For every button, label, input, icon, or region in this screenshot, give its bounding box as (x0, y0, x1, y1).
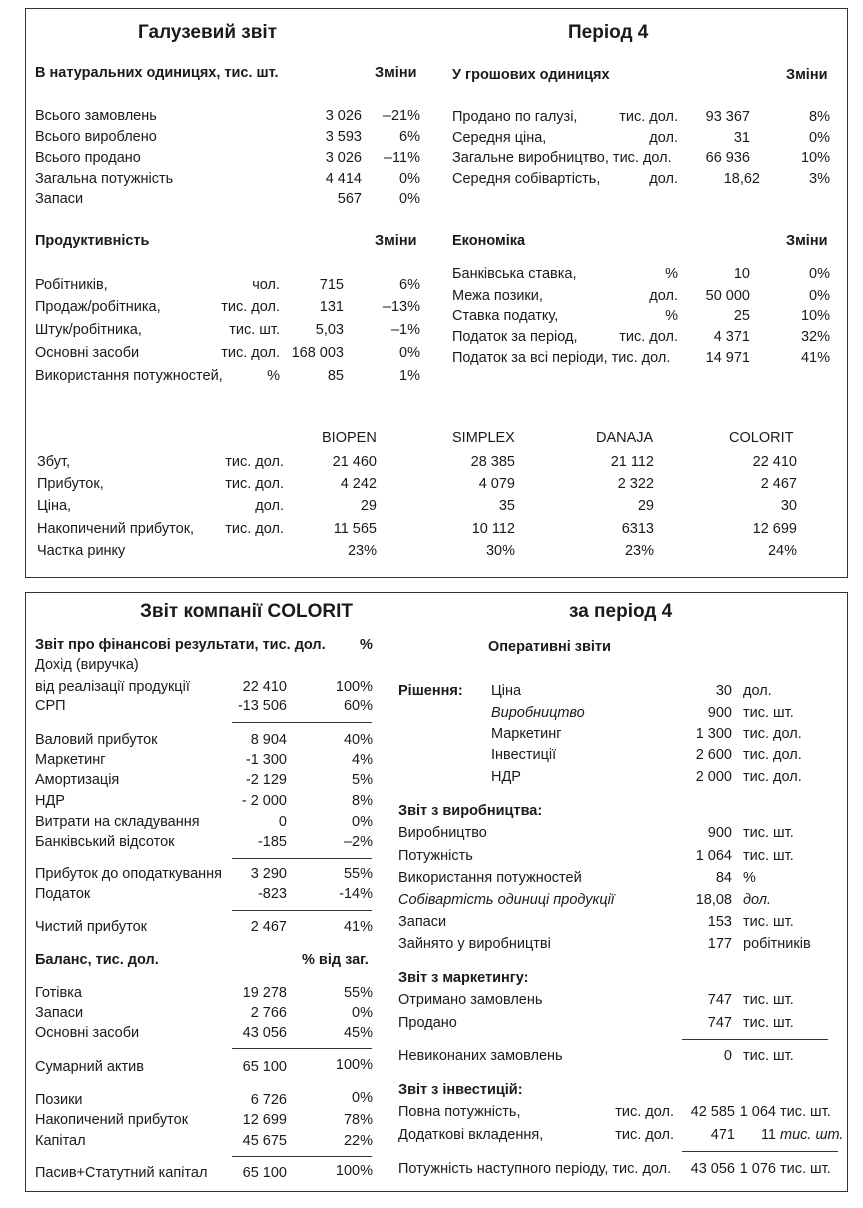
balance-row-value: 45 675 (242, 1133, 287, 1149)
company-cell: 28 385 (470, 454, 515, 470)
investment-capacity-unit: тис. шт. (780, 1127, 844, 1143)
natural-row-value: 3 593 (325, 129, 362, 145)
productivity-row-value: 715 (319, 277, 344, 293)
production-unit: тис. шт. (743, 848, 794, 864)
company-header: COLORIT (729, 430, 794, 446)
fin-row-label: Податок (35, 886, 91, 902)
economy-row-value: 10 (733, 266, 750, 282)
economy-row-label: Банківська ставка, (452, 266, 577, 282)
money-row-label: Продано по галузі, (452, 109, 578, 125)
company-row-label: Частка ринку (37, 543, 126, 559)
money-row-change: 10% (800, 150, 830, 166)
fin-row-pct: -14% (339, 886, 373, 902)
total-assets-label: Сумарний актив (35, 1059, 144, 1075)
natural-row-change: –21% (382, 108, 420, 124)
balance-row-pct: 55% (343, 985, 373, 1001)
company-cell: 4 242 (340, 476, 377, 492)
company-report-title: Звіт компанії COLORIT (140, 601, 354, 622)
fin-row-label: Витрати на складування (35, 814, 200, 830)
natural-row-value: 3 026 (325, 150, 362, 166)
fin-row-pct: 4% (352, 752, 373, 768)
company-cell: 21 460 (332, 454, 377, 470)
productivity-row-label: Робітників, (35, 277, 108, 293)
economy-row-label: Податок за період, (452, 329, 578, 345)
net-profit-pct: 41% (343, 919, 373, 935)
company-cell: 29 (637, 498, 654, 514)
marketing-unit: тис. шт. (743, 992, 794, 1008)
company-cell: 4 079 (478, 476, 515, 492)
balance-row-value: 19 278 (242, 985, 287, 1001)
company-cell: 30% (485, 543, 515, 559)
productivity-row-change: 6% (399, 277, 420, 293)
company-row-label: Прибуток, (37, 476, 104, 492)
fin-row-pct: 55% (343, 866, 373, 882)
balance-row-pct: 22% (343, 1133, 373, 1149)
balance-heading: Баланс, тис. дол. (35, 952, 159, 968)
company-row-label: Збут, (37, 454, 71, 470)
total-liabilities-value: 65 100 (242, 1165, 287, 1181)
company-cell: 30 (780, 498, 797, 514)
productivity-row-value: 85 (327, 368, 344, 384)
productivity-row-unit: чол. (252, 277, 280, 293)
balance-row-value: 12 699 (242, 1112, 287, 1128)
production-label: Потужність (398, 848, 473, 864)
unfilled-orders-value: 0 (723, 1048, 732, 1064)
company-cell: 10 112 (471, 521, 515, 537)
productivity-row-unit: % (267, 368, 280, 384)
operational-reports-heading: Оперативні звіти (488, 639, 611, 655)
money-row-value: 18,62 (723, 171, 760, 187)
investment-value: 471 (710, 1127, 735, 1143)
money-row-value: 93 367 (705, 109, 750, 125)
economy-row-unit: % (665, 266, 678, 282)
production-unit: робітників (743, 936, 811, 952)
productivity-row-value: 168 003 (291, 345, 344, 361)
investment-value: 42 585 (690, 1104, 735, 1120)
fin-row-pct: 100% (335, 679, 373, 695)
period-title: Період 4 (568, 22, 649, 43)
balance-row-label: Основні засоби (35, 1025, 140, 1041)
investment-unit: тис. дол. (615, 1104, 674, 1120)
next-period-capacity-units: 1 076 (739, 1161, 776, 1177)
decision-unit: тис. дол. (743, 747, 802, 763)
company-cell: 23% (624, 543, 654, 559)
production-value: 900 (707, 825, 732, 841)
company-cell: 2 467 (760, 476, 797, 492)
decision-value: 1 300 (695, 726, 732, 742)
balance-row-value: 2 766 (250, 1005, 287, 1021)
fin-row-label: Банківський відсоток (35, 834, 175, 850)
balance-row-label: Позики (35, 1092, 83, 1108)
balance-row-label: Запаси (35, 1005, 84, 1021)
company-row-unit: тис. дол. (225, 454, 284, 470)
company-row-unit: дол. (255, 498, 284, 514)
natural-units-heading: В натуральних одиницях, тис. шт. (35, 65, 279, 81)
balance-pct-header: % від заг. (302, 952, 369, 968)
company-header: BIOPEN (322, 430, 377, 446)
natural-row-label: Загальна потужність (35, 171, 174, 187)
production-unit: дол. (743, 892, 771, 908)
company-cell: 12 699 (752, 521, 797, 537)
financial-results-heading: Звіт про фінансові результати, тис. дол. (35, 637, 326, 653)
money-row-unit: дол. (649, 130, 678, 146)
fin-row-value: -13 506 (237, 698, 287, 714)
natural-row-change: 0% (399, 171, 420, 187)
fin-row-label: Амортизація (35, 772, 120, 788)
marketing-heading: Звіт з маркетингу: (398, 970, 529, 986)
net-profit-value: 2 467 (250, 919, 287, 935)
money-row-change: 8% (809, 109, 830, 125)
production-value: 153 (707, 914, 732, 930)
fin-row-value: -185 (257, 834, 287, 850)
productivity-row-label: Використання потужностей, (35, 368, 223, 384)
investment-label: Додаткові вкладення, (398, 1127, 544, 1143)
economy-row-change: 32% (800, 329, 830, 345)
company-cell: 6313 (621, 521, 654, 537)
unfilled-orders-label: Невиконаних замовлень (398, 1048, 563, 1064)
fin-row-label: Маркетинг (35, 752, 106, 768)
natural-row-label: Всього замовлень (35, 108, 157, 124)
company-row-label: Накопичений прибуток, (37, 521, 195, 537)
fin-row-pct: –2% (343, 834, 373, 850)
marketing-value: 747 (707, 1015, 732, 1031)
production-unit: тис. шт. (743, 825, 794, 841)
fin-row-label: Валовий прибуток (35, 732, 158, 748)
production-label: Виробництво (398, 825, 487, 841)
balance-row-value: 43 056 (242, 1025, 287, 1041)
money-row-value: 31 (733, 130, 750, 146)
company-cell: 21 112 (610, 454, 654, 470)
decision-label: Виробництво (491, 705, 585, 721)
decision-value: 2 600 (695, 747, 732, 763)
total-assets-pct: 100% (335, 1057, 373, 1073)
company-row-unit: тис. дол. (225, 521, 284, 537)
economy-row-change: 0% (809, 288, 830, 304)
economy-row-change: 41% (800, 350, 830, 366)
money-row-unit: тис. дол. (619, 109, 678, 125)
company-cell: 2 322 (617, 476, 654, 492)
divider (232, 722, 372, 723)
investment-unit: тис. дол. (615, 1127, 674, 1143)
fin-row-value: - 2 000 (241, 793, 287, 809)
economy-row-change: 0% (809, 266, 830, 282)
company-period-title: за період 4 (569, 601, 673, 622)
investment-capacity-value: 1 064 (739, 1104, 776, 1120)
company-row-unit: тис. дол. (225, 476, 284, 492)
production-value: 1 064 (695, 848, 732, 864)
decision-label: НДР (491, 769, 521, 785)
financial-pct-header: % (360, 637, 373, 653)
natural-row-value: 567 (337, 191, 362, 207)
economy-row-value: 50 000 (705, 288, 750, 304)
natural-row-value: 3 026 (325, 108, 362, 124)
company-row-label: Ціна, (37, 498, 72, 514)
balance-row-value: 6 726 (250, 1092, 287, 1108)
money-units-changes-header: Зміни (786, 67, 828, 83)
natural-row-label: Всього продано (35, 150, 141, 166)
divider (682, 1151, 838, 1152)
decision-label: Ціна (491, 683, 522, 699)
decision-value: 900 (707, 705, 732, 721)
fin-row-value: 22 410 (242, 679, 287, 695)
money-row-label: Середня собівартість, (452, 171, 601, 187)
decision-value: 30 (715, 683, 732, 699)
fin-row-label: НДР (35, 793, 65, 809)
company-cell: 35 (498, 498, 515, 514)
decision-label: Маркетинг (491, 726, 562, 742)
economy-row-value: 25 (733, 308, 750, 324)
economy-row-unit: тис. дол. (619, 329, 678, 345)
company-header: SIMPLEX (452, 430, 515, 446)
productivity-row-value: 131 (319, 299, 344, 315)
total-liabilities-label: Пасив+Статутний капітал (35, 1165, 208, 1181)
company-cell: 11 565 (333, 521, 377, 537)
money-row-label: Середня ціна, (452, 130, 547, 146)
marketing-label: Продано (398, 1015, 457, 1031)
fin-row-value: -1 300 (245, 752, 287, 768)
company-cell: 24% (767, 543, 797, 559)
economy-row-change: 10% (800, 308, 830, 324)
production-unit: тис. шт. (743, 914, 794, 930)
productivity-row-change: –1% (390, 322, 420, 338)
productivity-row-label: Штук/робітника, (35, 322, 142, 338)
divider (232, 910, 372, 911)
economy-changes-header: Зміни (786, 233, 828, 249)
next-period-capacity-label: Потужність наступного періоду, тис. дол. (398, 1161, 672, 1177)
productivity-row-label: Продаж/робітника, (35, 299, 161, 315)
money-row-change: 3% (809, 171, 830, 187)
money-row-unit: дол. (649, 171, 678, 187)
productivity-row-unit: тис. шт. (229, 322, 280, 338)
balance-row-pct: 0% (352, 1005, 373, 1021)
balance-row-pct: 0% (352, 1090, 373, 1106)
company-cell: 22 410 (752, 454, 797, 470)
production-label: Використання потужностей (398, 870, 582, 886)
fin-row-value: 3 290 (250, 866, 287, 882)
investment-capacity-value: 11 (760, 1127, 776, 1143)
balance-row-label: Капітал (35, 1133, 86, 1149)
balance-row-label: Накопичений прибуток (35, 1112, 189, 1128)
economy-row-value: 14 971 (705, 350, 750, 366)
investment-heading: Звіт з інвестицій: (398, 1082, 523, 1098)
natural-row-change: –11% (383, 150, 420, 166)
decision-unit: тис. шт. (743, 705, 794, 721)
natural-units-changes-header: Зміни (375, 65, 417, 81)
money-row-value: 66 936 (705, 150, 750, 166)
fin-row-pct: 8% (352, 793, 373, 809)
decision-unit: тис. дол. (743, 769, 802, 785)
productivity-heading: Продуктивність (35, 233, 150, 249)
fin-row-value: -823 (257, 886, 287, 902)
economy-row-unit: % (665, 308, 678, 324)
divider (682, 1039, 828, 1040)
fin-row-pct: 60% (343, 698, 373, 714)
investment-label: Повна потужність, (398, 1104, 521, 1120)
revenue-label: Дохід (виручка) (35, 657, 139, 673)
production-unit: % (743, 870, 756, 886)
natural-row-label: Всього вироблено (35, 129, 157, 145)
natural-row-label: Запаси (35, 191, 84, 207)
divider (232, 1156, 372, 1157)
balance-row-pct: 45% (343, 1025, 373, 1041)
fin-row-value: 0 (278, 814, 287, 830)
economy-row-value: 4 371 (713, 329, 750, 345)
marketing-value: 747 (707, 992, 732, 1008)
fin-row-label: СРП (35, 698, 66, 714)
next-period-capacity-value: 43 056 (690, 1161, 735, 1177)
economy-heading: Економіка (452, 233, 526, 249)
productivity-row-change: 1% (399, 368, 420, 384)
production-label: Зайнято у виробництві (398, 936, 551, 952)
production-heading: Звіт з виробництва: (398, 803, 543, 819)
production-value: 177 (707, 936, 732, 952)
divider (232, 858, 372, 859)
next-period-capacity-unit: тис. шт. (780, 1161, 831, 1177)
productivity-row-label: Основні засоби (35, 345, 140, 361)
net-profit-label: Чистий прибуток (35, 919, 148, 935)
total-liabilities-pct: 100% (335, 1163, 373, 1179)
decision-unit: тис. дол. (743, 726, 802, 742)
fin-row-pct: 5% (352, 772, 373, 788)
natural-row-change: 6% (399, 129, 420, 145)
productivity-row-value: 5,03 (315, 322, 344, 338)
production-label: Собівартість одиниці продукції (398, 892, 615, 908)
natural-row-value: 4 414 (325, 171, 362, 187)
production-label: Запаси (398, 914, 447, 930)
money-row-change: 0% (809, 130, 830, 146)
fin-row-pct: 0% (352, 814, 373, 830)
unfilled-orders-unit: тис. шт. (743, 1048, 794, 1064)
company-cell: 23% (347, 543, 377, 559)
divider (232, 1048, 372, 1049)
money-row-label: Загальне виробництво, тис. дол. (452, 150, 672, 166)
fin-row-value: -2 129 (245, 772, 287, 788)
productivity-row-change: –13% (382, 299, 420, 315)
economy-row-label: Ставка податку, (452, 308, 559, 324)
natural-row-change: 0% (399, 191, 420, 207)
fin-row-label: Прибуток до оподаткування (35, 866, 223, 882)
fin-row-pct: 40% (343, 732, 373, 748)
balance-row-pct: 78% (343, 1112, 373, 1128)
company-cell: 29 (360, 498, 377, 514)
economy-row-label: Податок за всі періоди, тис. дол. (452, 350, 671, 366)
money-units-heading: У грошових одиницях (452, 67, 610, 83)
economy-row-unit: дол. (649, 288, 678, 304)
production-value: 84 (715, 870, 732, 886)
company-header: DANAJA (596, 430, 654, 446)
total-assets-value: 65 100 (242, 1059, 287, 1075)
productivity-row-unit: тис. дол. (221, 299, 280, 315)
productivity-row-change: 0% (399, 345, 420, 361)
production-value: 18,08 (695, 892, 732, 908)
marketing-label: Отримано замовлень (398, 992, 543, 1008)
decision-value: 2 000 (695, 769, 732, 785)
decision-unit: дол. (743, 683, 772, 699)
fin-row-label: від реалізації продукції (35, 679, 190, 695)
economy-row-label: Межа позики, (452, 288, 543, 304)
fin-row-value: 8 904 (250, 732, 287, 748)
productivity-row-unit: тис. дол. (221, 345, 280, 361)
decision-label: Інвестиції (491, 747, 557, 763)
industry-report-title: Галузевий звіт (138, 22, 278, 43)
balance-row-label: Готівка (35, 985, 82, 1001)
decisions-label: Рішення: (398, 683, 463, 699)
productivity-changes-header: Зміни (375, 233, 417, 249)
marketing-unit: тис. шт. (743, 1015, 794, 1031)
investment-capacity-unit: тис. шт. (780, 1104, 831, 1120)
